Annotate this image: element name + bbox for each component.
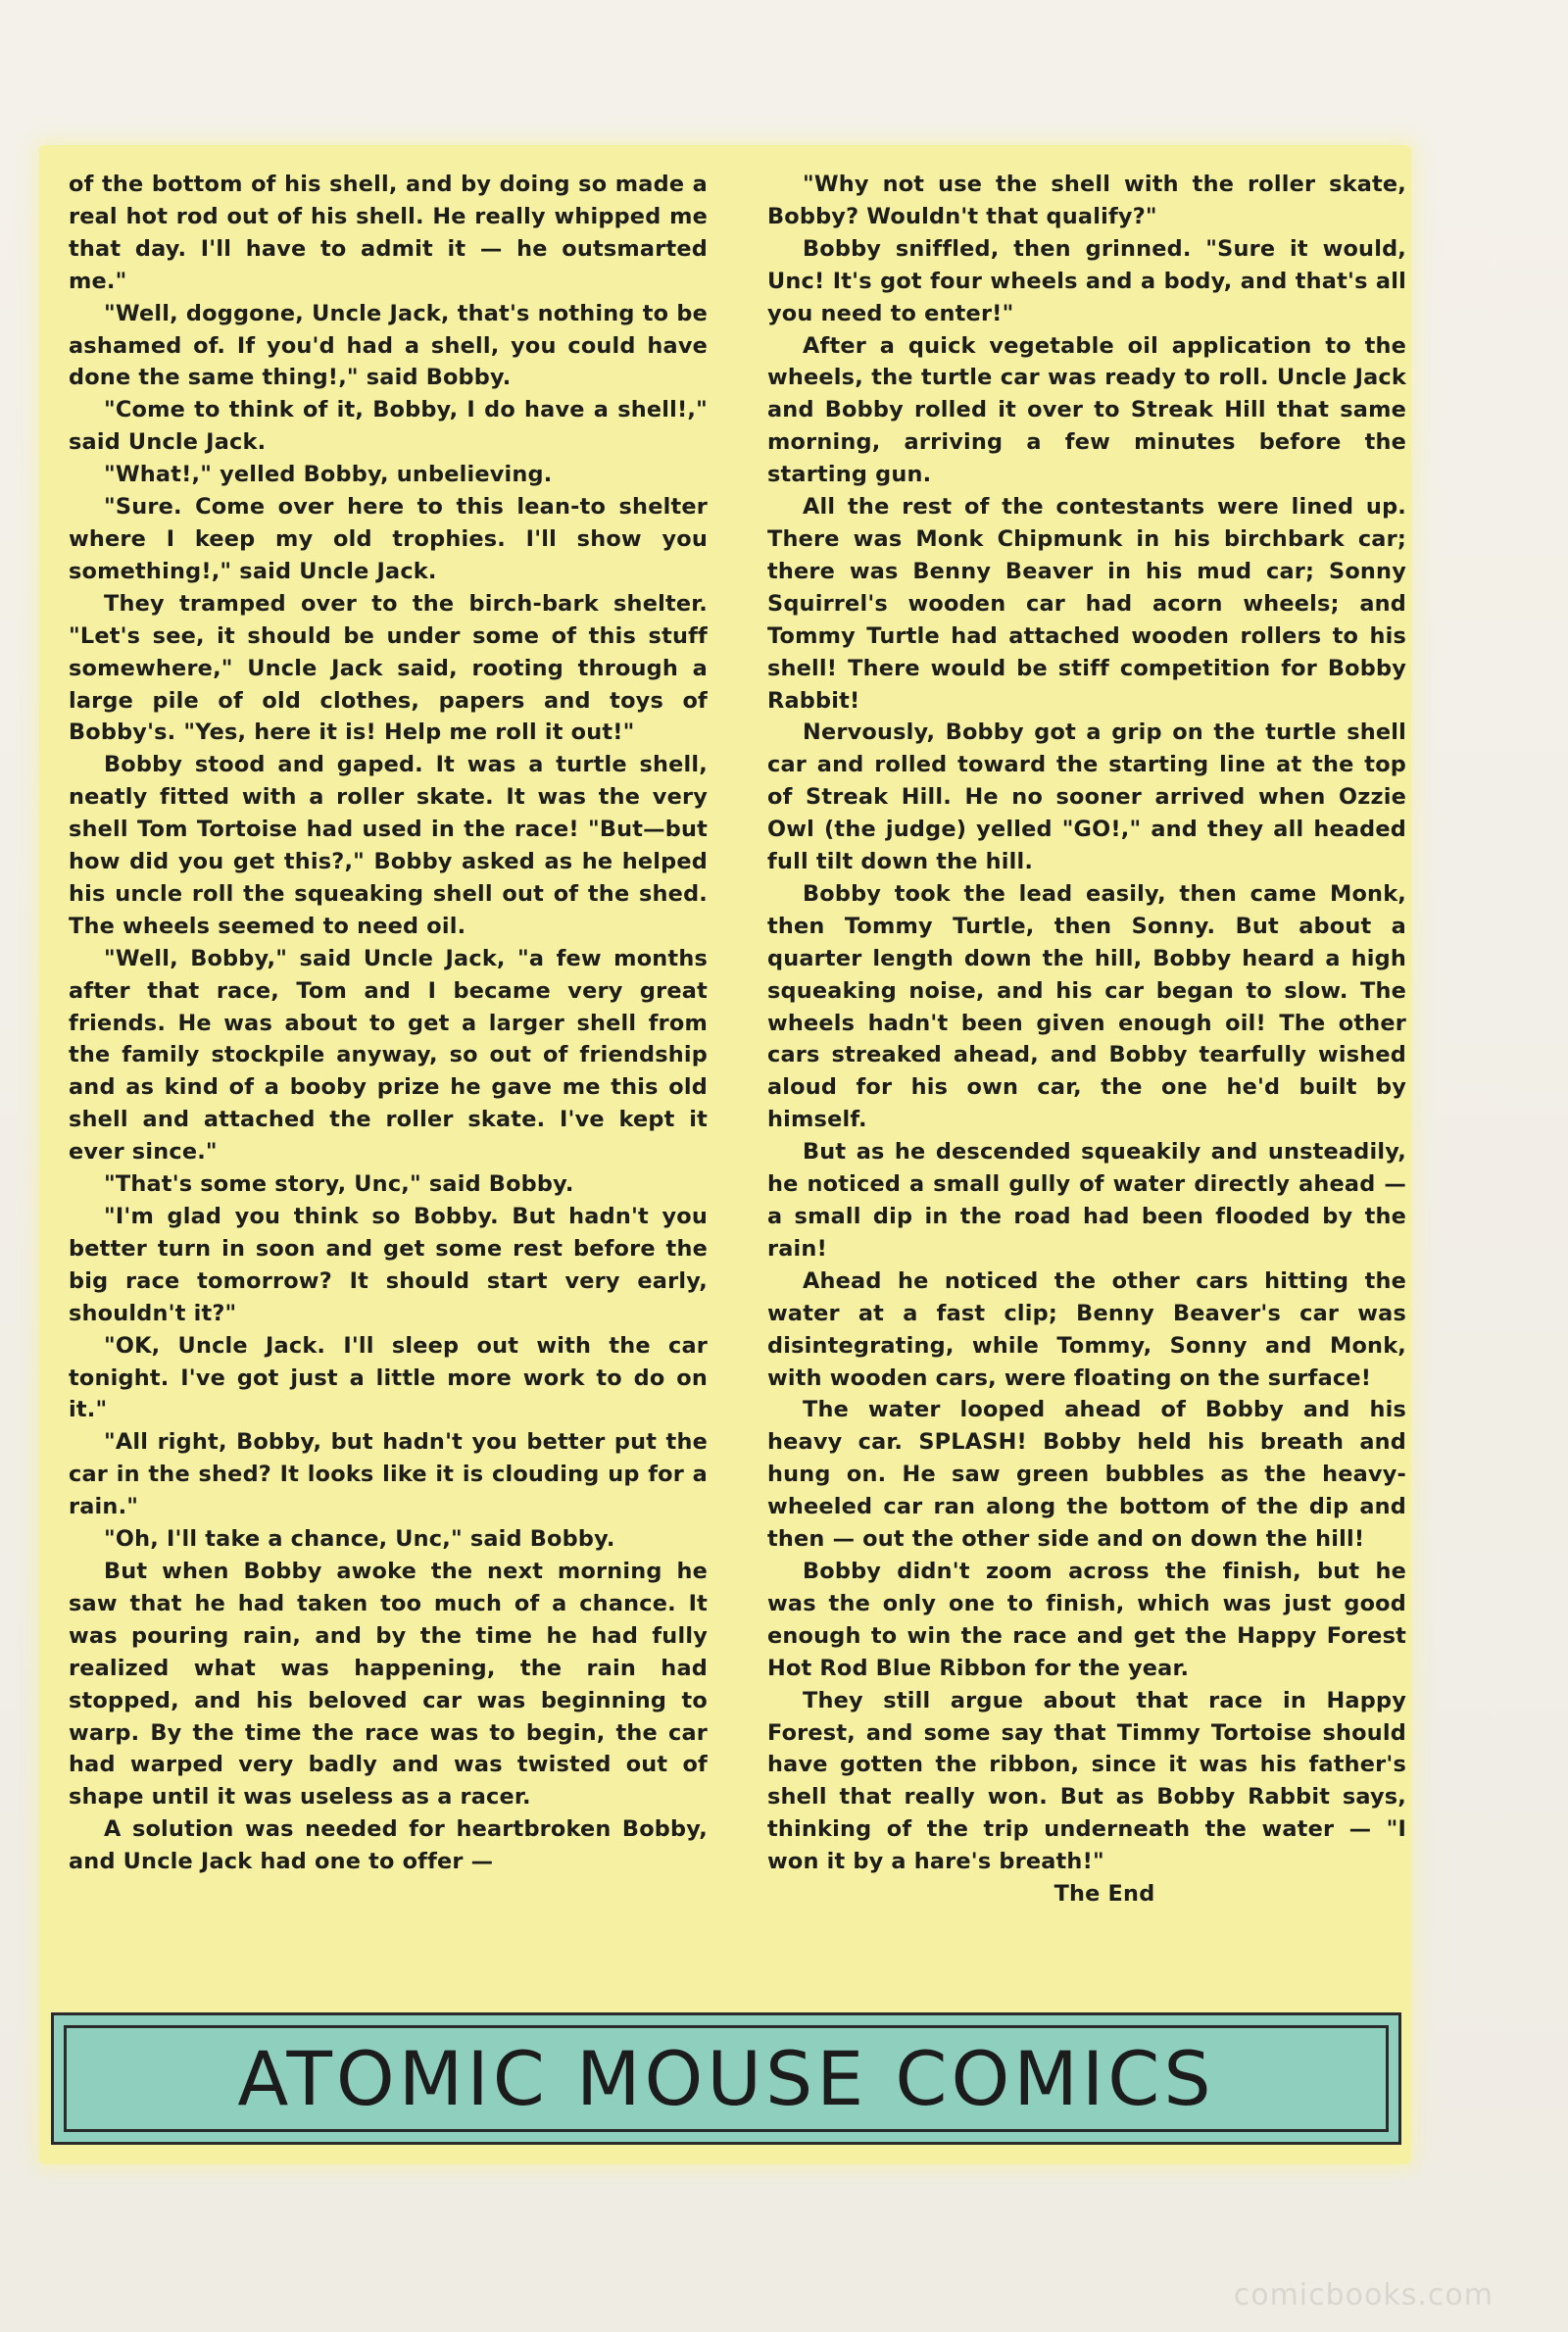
story-paragraph: "Sure. Come over here to this lean-to shelter where I keep my old trophies. I'll show you something!," said Uncle Jack.	[69, 494, 708, 584]
right-text-column	[767, 169, 1406, 1910]
story-paragraph: They still argue about that race in Happy Forest, and some say that Timmy Tortoise should have gotten the ribbon, since it was his father's shell that really won. But as Bobby Rabbit says, thinking of the trip underneath the water — "I won it by a hare's breath!"	[767, 1687, 1406, 1875]
title-banner-frame	[64, 2025, 1389, 2132]
story-paragraph: Nervously, Bobby got a grip on the turtle shell car and rolled toward the starting line at the top of Streak Hill. He no sooner arrived when Ozzie Owl (the judge) yelled "GO!," and they all headed full tilt down the hill.	[767, 719, 1406, 875]
story-paragraph: Bobby took the lead easily, then came Monk, then Tommy Turtle, then Sonny. But about a quarter length down the hill, Bobby heard a high squeaking noise, and his car began to slow. The wheels hadn't been given enough oil! The other cars streaked ahead, and Bobby tearfully wished aloud for his own car, the one he'd built by himself.	[767, 880, 1406, 1133]
story-paragraph: But as he descended squeakily and unsteadily, he noticed a small gully of water directly ahead — a small dip in the road had been flooded by the rain!	[767, 1139, 1406, 1262]
story-paragraph: "Well, doggone, Uncle Jack, that's nothing to be ashamed of. If you'd had a shell, you could have done the same thing!," said Bobby.	[69, 300, 708, 391]
story-paragraph: "OK, Uncle Jack. I'll sleep out with the car tonight. I've got just a little more work to do on it."	[69, 1332, 708, 1423]
story-paragraph: After a quick vegetable oil application to the wheels, the turtle car was ready to roll. Uncle Jack and Bobby rolled it over to Streak Hill that same morning, arriving a few minutes before the starting gun.	[767, 332, 1406, 488]
banner-title: ATOMIC MOUSE COMICS	[237, 2035, 1215, 2122]
left-text-column	[69, 169, 708, 1878]
story-paragraph: "All right, Bobby, but hadn't you better put the car in the shed? It looks like it is clouding up for a rain."	[69, 1429, 708, 1520]
story-paragraph: All the rest of the contestants were lined up. There was Monk Chipmunk in his birchbark car; there was Benny Beaver in his mud car; Sonny Squirrel's wooden car had acorn wheels; and Tommy Turtle had attached wooden rollers to his shell! There would be stiff competition for Bobby Rabbit!	[767, 494, 1406, 714]
story-paragraph: They tramped over to the birch-bark shelter. "Let's see, it should be under some of this stuff somewhere," Uncle Jack said, rooting through a large pile of old clothes, papers and toys of Bobby's. "Yes, here it is! Help me roll it out!"	[69, 590, 708, 746]
story-paragraph: "That's some story, Unc," said Bobby.	[104, 1171, 574, 1198]
story-paragraph: "What!," yelled Bobby, unbelieving.	[104, 462, 553, 488]
story-paragraph: of the bottom of his shell, and by doing so made a real hot rod out of his shell. He really whipped me that day. I'll have to admit it — he outsmarted me."	[69, 172, 708, 294]
story-paragraph: Bobby stood and gaped. It was a turtle shell, neatly fitted with a roller skate. It was the very shell Tom Tortoise had used in the race! "But—but how did you get this?," Bobby asked as he helped his uncle roll the squeaking shell out of the shed. The wheels seemed to need oil.	[69, 752, 708, 939]
the-end-label: The End	[1054, 1881, 1155, 1908]
story-paragraph: The water looped ahead of Bobby and his heavy car. SPLASH! Bobby held his breath and hung on. He saw green bubbles as the heavy-wheeled car ran along the bottom of the dip and then — out the other side and on down the hill!	[767, 1397, 1406, 1553]
story-paragraph: "Come to think of it, Bobby, I do have a shell!," said Uncle Jack.	[69, 397, 708, 456]
title-banner	[51, 2012, 1401, 2145]
story-paragraph: Bobby sniffled, then grinned. "Sure it would, Unc! It's got four wheels and a body, and that's all you need to enter!"	[767, 235, 1406, 326]
story-paragraph: A solution was needed for heartbroken Bobby, and Uncle Jack had one to offer —	[69, 1816, 708, 1875]
story-paragraph: "Well, Bobby," said Uncle Jack, "a few months after that race, Tom and I became very great friends. He was about to get a larger shell from the family stockpile anyway, so out of friendship and as kind of a booby prize he gave me this old shell and attached the roller skate. I've kept it ever since."	[69, 945, 708, 1166]
story-paragraph: But when Bobby awoke the next morning he saw that he had taken too much of a chance. It was pouring rain, and by the time he had fully realized what was happening, the rain had stopped, and his beloved car was beginning to warp. By the time the race was to begin, the car had warped very badly and was twisted out of shape until it was useless as a racer.	[69, 1558, 708, 1811]
story-paragraph: Bobby didn't zoom across the finish, but he was the only one to finish, which was just good enough to win the race and get the Happy Forest Hot Rod Blue Ribbon for the year.	[767, 1558, 1406, 1681]
story-paragraph: "I'm glad you think so Bobby. But hadn't you better turn in soon and get some rest before the big race tomorrow? It should start very early, shouldn't it?"	[69, 1204, 708, 1326]
story-paragraph: "Why not use the shell with the roller skate, Bobby? Wouldn't that qualify?"	[767, 172, 1406, 229]
site-watermark: comicbooks.com	[1233, 2278, 1494, 2312]
story-paragraph: Ahead he noticed the other cars hitting the water at a fast clip; Benny Beaver's car was disintegrating, while Tommy, Sonny and Monk, with wooden cars, were floating on the surface!	[767, 1267, 1406, 1391]
story-paragraph: "Oh, I'll take a chance, Unc," said Bobby.	[104, 1526, 615, 1553]
